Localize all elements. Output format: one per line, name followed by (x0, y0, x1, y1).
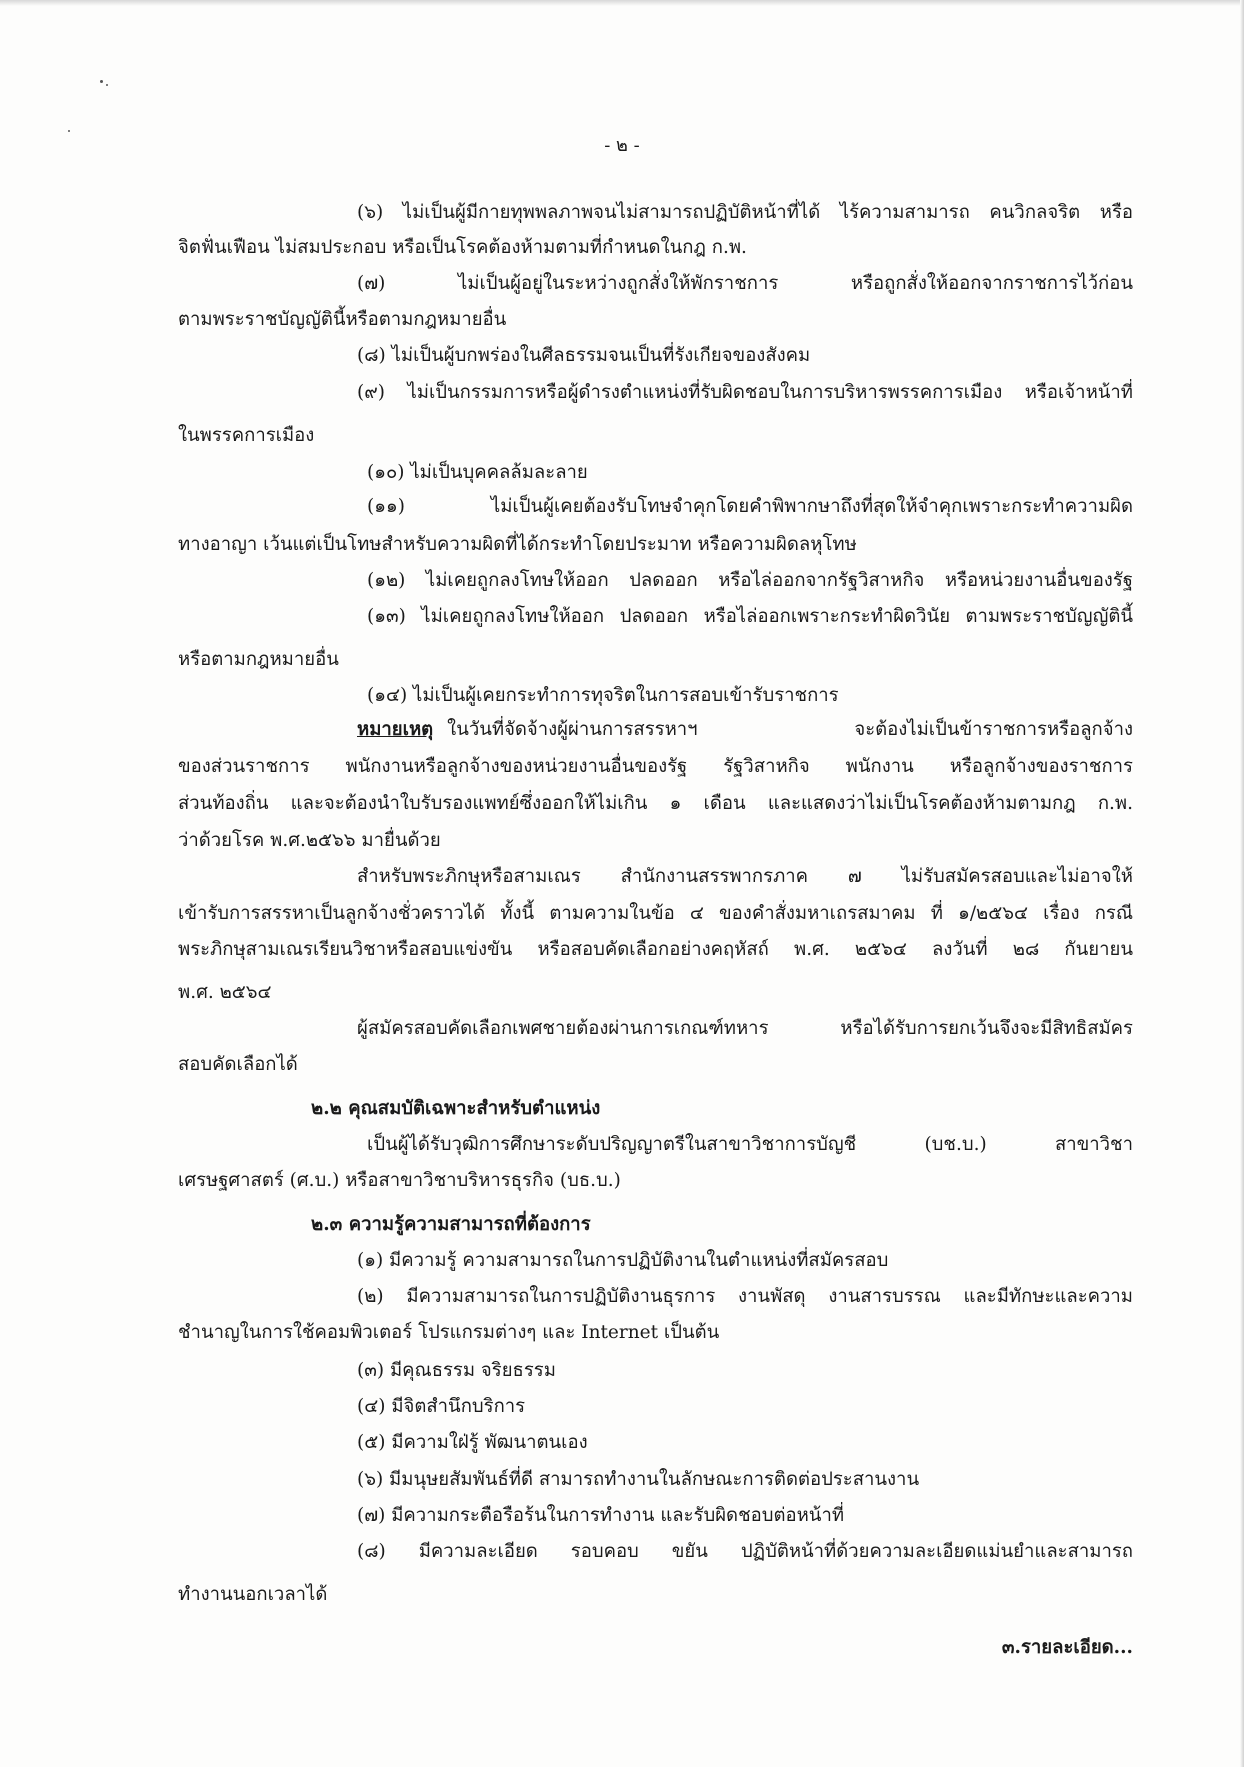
paragraph-line: (๖) มีมนุษยสัมพันธ์ที่ดี สามารถทำงานในลักษณะการติดต่อประสานงาน (357, 1469, 920, 1490)
page-number: - ๒ - (604, 135, 640, 156)
paragraph-line: พ.ศ. ๒๕๖๔ (178, 982, 272, 1003)
paragraph-line: ในพรรคการเมือง (178, 425, 315, 446)
note-text: ในวันที่จัดจ้างผู้ผ่านการสรรหาฯ จะต้องไม่เป็นข้าราชการหรือลูกจ้าง (447, 719, 1133, 740)
note-first-line (357, 715, 1133, 745)
scan-speck (100, 80, 103, 83)
paragraph-line: เศรษฐศาสตร์ (ศ.บ.) หรือสาขาวิชาบริหารธุรกิจ (บธ.บ.) (178, 1170, 621, 1191)
paragraph-line: ว่าด้วยโรค พ.ศ.๒๕๖๖ มายื่นด้วย (178, 830, 441, 851)
paragraph-line: ชำนาญในการใช้คอมพิวเตอร์ โปรแกรมต่างๆ และ Internet เป็นต้น (178, 1322, 720, 1343)
paragraph-line: (๑๔) ไม่เป็นผู้เคยกระทำการทุจริตในการสอบเข้ารับราชการ (367, 685, 839, 706)
paragraph-line: (๗) ไม่เป็นผู้อยู่ในระหว่างถูกสั่งให้พักราชการ หรือถูกสั่งให้ออกจากราชการไว้ก่อน (357, 273, 1133, 294)
paragraph-line: พระภิกษุสามเณรเรียนวิชาหรือสอบแข่งขัน หรือสอบคัดเลือกอย่างคฤหัสถ์ พ.ศ. ๒๕๖๔ ลงวันที่ ๒๘ กันยายน (178, 939, 1133, 960)
paragraph-line: (๘) ไม่เป็นผู้บกพร่องในศีลธรรมจนเป็นที่รังเกียจของสังคม (357, 345, 811, 366)
paragraph-line: (๒) มีความสามารถในการปฏิบัติงานธุรการ งานพัสดุ งานสารบรรณ และมีทักษะและความ (357, 1286, 1133, 1307)
paragraph-line: (๕) มีความใฝ่รู้ พัฒนาตนเอง (357, 1432, 588, 1453)
paragraph-line: จิตฟั่นเฟือน ไม่สมประกอบ หรือเป็นโรคต้องห้ามตามที่กำหนดในกฎ ก.พ. (178, 237, 747, 258)
paragraph-line: สอบคัดเลือกได้ (178, 1054, 298, 1075)
section-heading: ๒.๒ คุณสมบัติเฉพาะสำหรับตำแหน่ง (311, 1098, 601, 1119)
paragraph-line: (๘) มีความละเอียด รอบคอบ ขยัน ปฏิบัติหน้าที่ด้วยความละเอียดแม่นยำและสามารถ (357, 1541, 1133, 1562)
paragraph-line: ผู้สมัครสอบคัดเลือกเพศชายต้องผ่านการเกณฑ์ทหาร หรือได้รับการยกเว้นจึงจะมีสิทธิสมัคร (357, 1018, 1133, 1039)
paragraph-line: ของส่วนราชการ พนักงานหรือลูกจ้างของหน่วยงานอื่นของรัฐ รัฐวิสาหกิจ พนักงาน หรือลูกจ้างของราชการ (178, 756, 1133, 777)
next-page-marker: ๓.รายละเอียด... (1001, 1637, 1133, 1658)
paragraph-line: (๑๓) ไม่เคยถูกลงโทษให้ออก ปลดออก หรือไล่ออกเพราะกระทำผิดวินัย ตามพระราชบัญญัตินี้ (367, 606, 1133, 627)
paragraph-line: เข้ารับการสรรหาเป็นลูกจ้างชั่วคราวได้ ทั้งนี้ ตามความในข้อ ๔ ของคำสั่งมหาเถรสมาคม ที่ ๑/๒๕๖๔ เรื่อง กรณี (178, 903, 1133, 924)
note-label: หมายเหตุ (357, 719, 434, 740)
paragraph-line: (๗) มีความกระตือรือร้นในการทำงาน และรับผิดชอบต่อหน้าที่ (357, 1505, 845, 1526)
paragraph-line: สำหรับพระภิกษุหรือสามเณร สำนักงานสรรพากรภาค ๗ ไม่รับสมัครสอบและไม่อาจให้ (357, 866, 1133, 887)
paragraph-line: (๖) ไม่เป็นผู้มีกายทุพพลภาพจนไม่สามารถปฏิบัติหน้าที่ได้ ไร้ความสามารถ คนวิกลจริต หรือ (357, 202, 1133, 223)
scan-edge (1240, 0, 1244, 1767)
paragraph-line: ทำงานนอกเวลาได้ (178, 1584, 328, 1605)
section-heading: ๒.๓ ความรู้ความสามารถที่ต้องการ (311, 1214, 591, 1235)
paragraph-line: ส่วนท้องถิ่น และจะต้องนำใบรับรองแพทย์ซึ่งออกให้ไม่เกิน ๑ เดือน และแสดงว่าไม่เป็นโรคต้องห้ามตามกฎ ก.พ. (178, 793, 1133, 814)
paragraph-line: (๑๐) ไม่เป็นบุคคลล้มละลาย (367, 462, 588, 483)
paragraph-line: (๙) ไม่เป็นกรรมการหรือผู้ดำรงตำแหน่งที่รับผิดชอบในการบริหารพรรคการเมือง หรือเจ้าหน้าที่ (357, 382, 1133, 403)
paragraph-line: (๓) มีคุณธรรม จริยธรรม (357, 1360, 556, 1381)
paragraph-line: หรือตามกฎหมายอื่น (178, 649, 339, 670)
scan-speck (106, 84, 108, 86)
paragraph-line: (๔) มีจิตสำนึกบริการ (357, 1396, 526, 1417)
paragraph-line: (๑๒) ไม่เคยถูกลงโทษให้ออก ปลดออก หรือไล่ออกจากรัฐวิสาหกิจ หรือหน่วยงานอื่นของรัฐ (367, 570, 1133, 591)
paragraph-line: ทางอาญา เว้นแต่เป็นโทษสำหรับความผิดที่ได้กระทำโดยประมาท หรือความผิดลหุโทษ (178, 534, 857, 555)
paragraph-line: (๑๑) ไม่เป็นผู้เคยต้องรับโทษจำคุกโดยคำพิพากษาถึงที่สุดให้จำคุกเพราะกระทำความผิด (367, 496, 1133, 517)
paragraph-line: (๑) มีความรู้ ความสามารถในการปฏิบัติงานในตำแหน่งที่สมัครสอบ (357, 1250, 889, 1271)
scan-edge (0, 0, 1244, 6)
paragraph-line: เป็นผู้ได้รับวุฒิการศึกษาระดับปริญญาตรีในสาขาวิชาการบัญชี (บช.บ.) สาขาวิชา (367, 1134, 1133, 1155)
paragraph-line: ตามพระราชบัญญัตินี้หรือตามกฎหมายอื่น (178, 309, 507, 330)
